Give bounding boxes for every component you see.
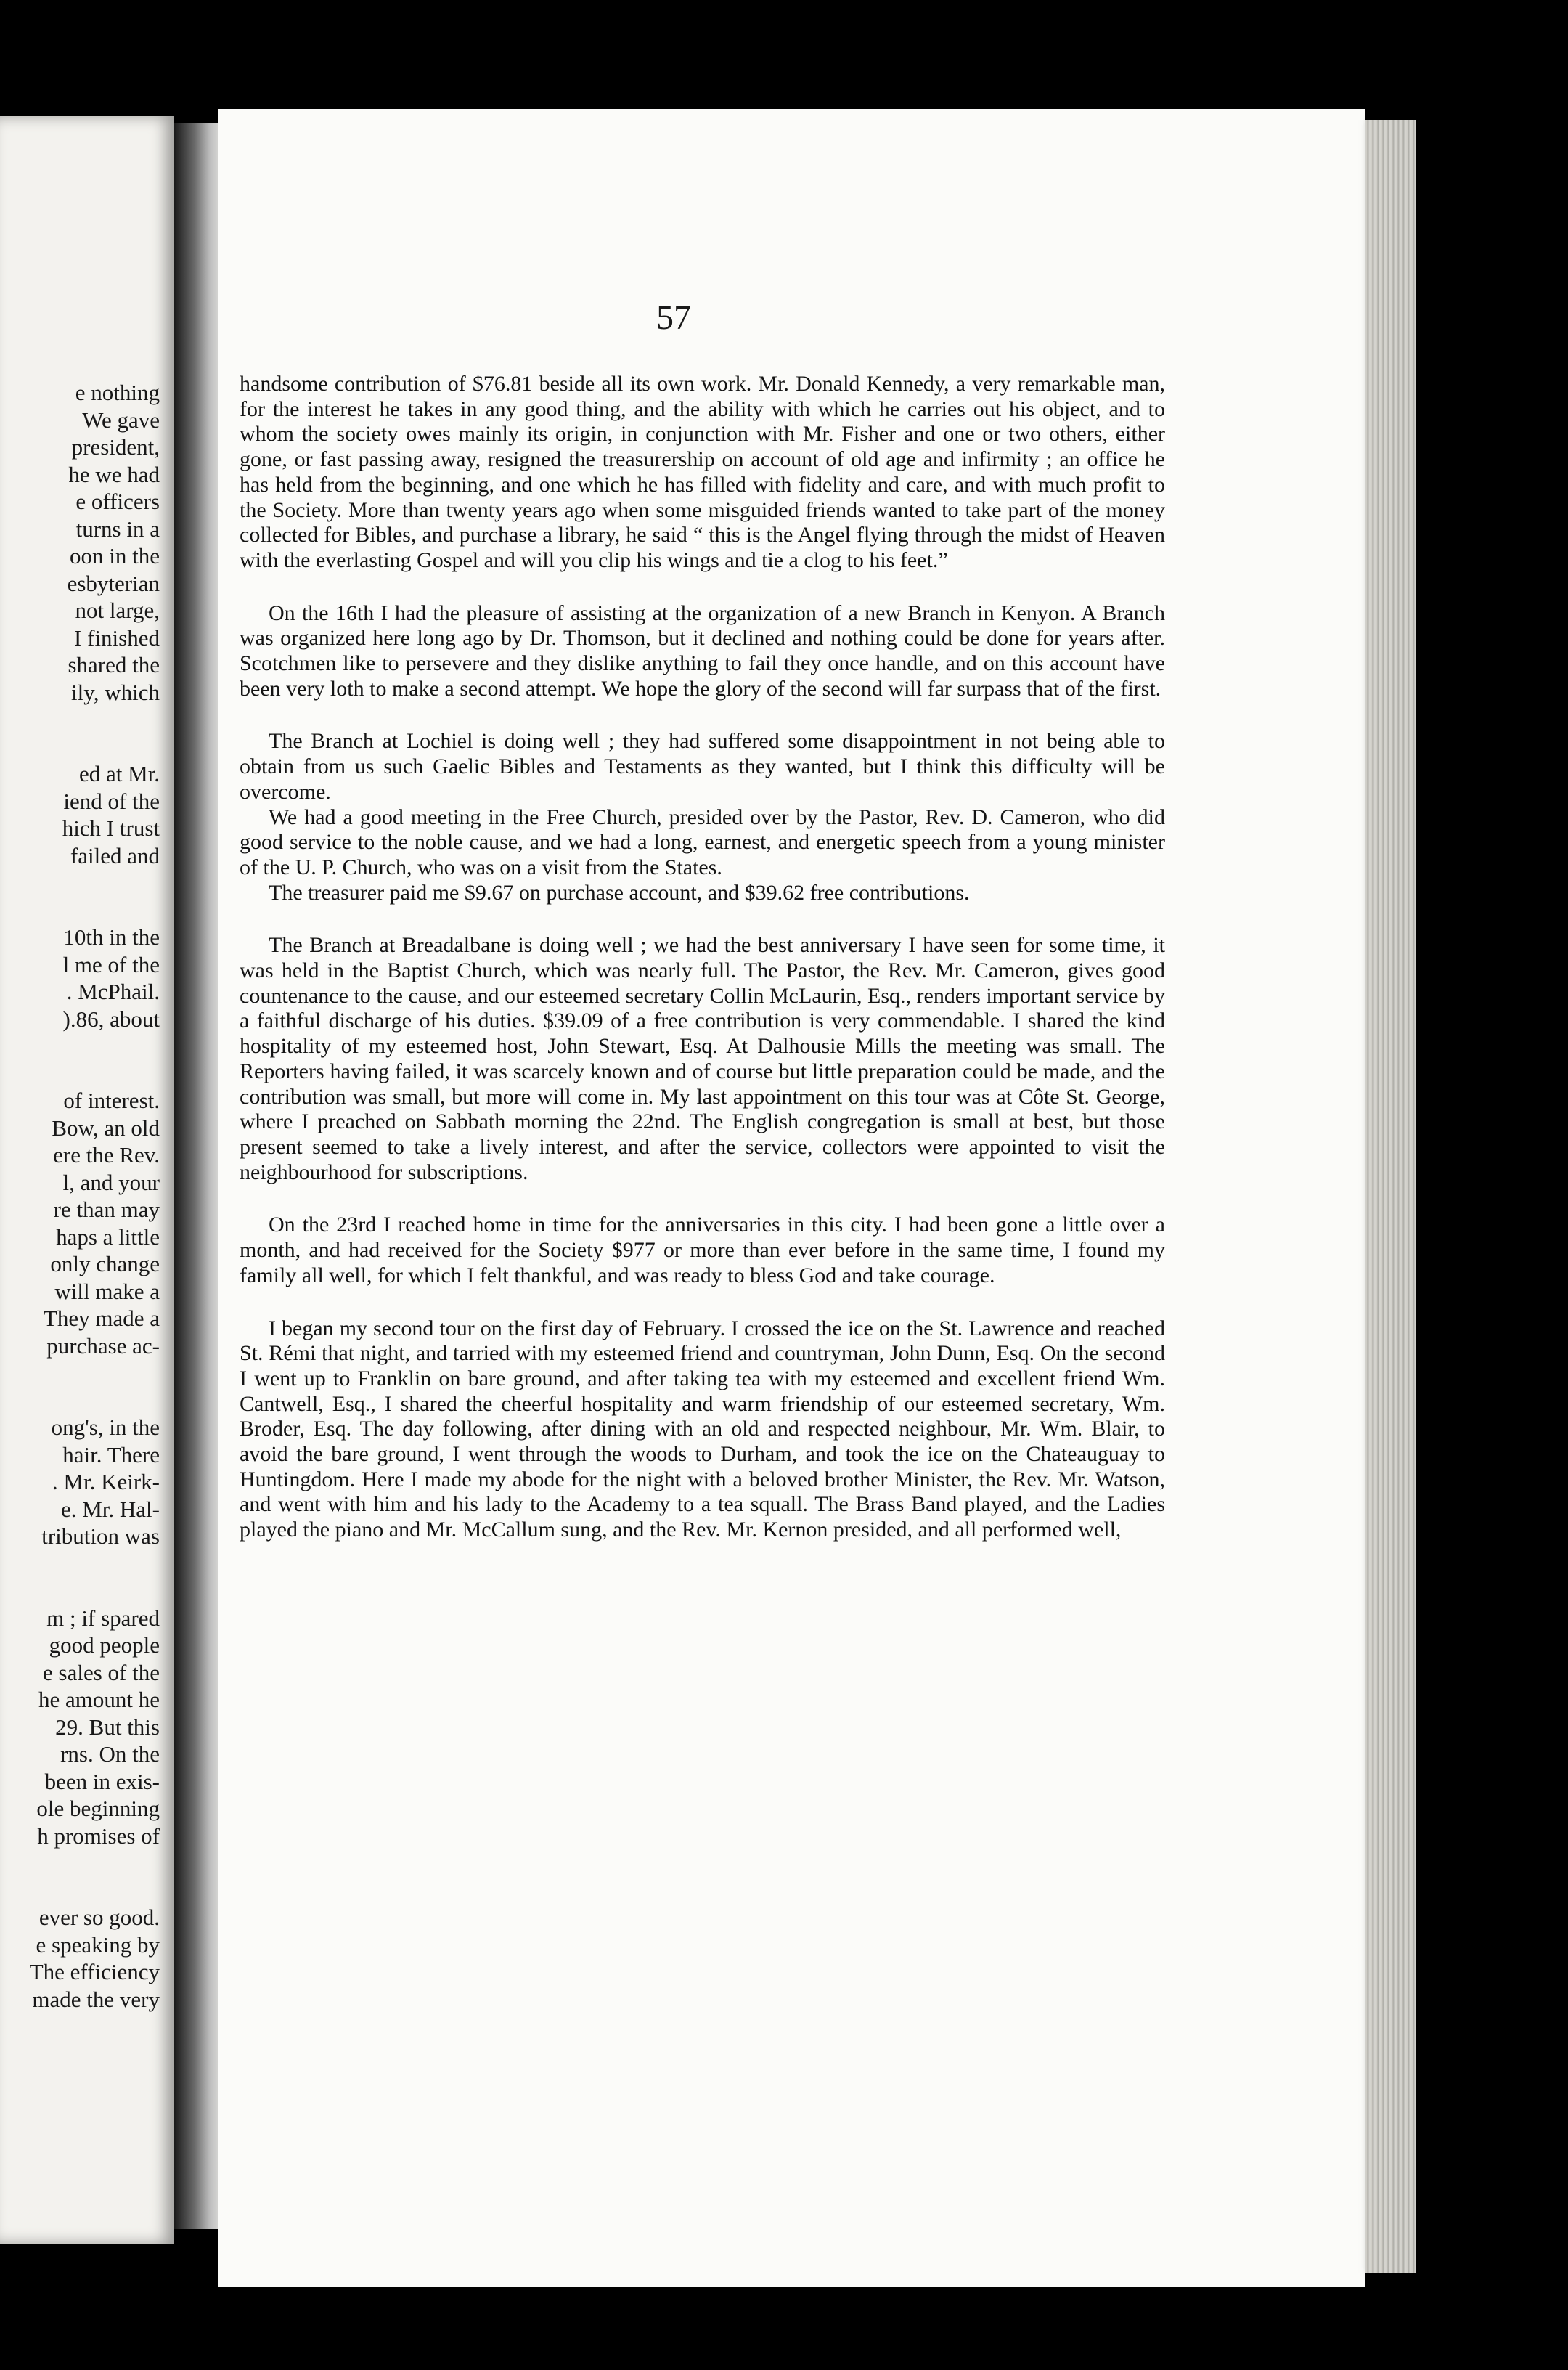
facing-page-line: e. Mr. Hal- [60,1496,160,1522]
page-body-text [240,372,1165,1571]
facing-page-line: ily, which [71,679,160,705]
facing-page-line: m ; if spared [46,1605,160,1631]
facing-page-line: of interest. [63,1088,160,1113]
facing-page-line: h promises of [37,1823,160,1849]
facing-page-line: We gave [82,407,160,433]
facing-page-line [0,1359,160,1387]
paragraph-text: The Branch at Breadalbane is doing well ; we had the best anniversary I have seen for some time, it was held in the Baptist Church, which was nearly full. The Pastor, the Rev. Mr. Cameron, gives good countenance to the cause, and our esteemed secretary Collin McLaurin, Esq., renders important service by a faithful discharge of his duties. $39.09 of a free contribution is very commendable. I shared the kind hospitality of my esteemed host, John Stewart, Esq. At Dalhousie Mills the meeting was small. The [240,933,1165,1059]
facing-page-line [0,869,160,897]
facing-page-line: made the very [32,1986,160,2012]
facing-page-line: . McPhail. [66,979,160,1004]
facing-page-line: l, and your [62,1169,160,1195]
facing-page-line [0,1849,160,1877]
facing-page-line: purchase ac- [46,1332,160,1359]
facing-page-line: I finished [74,624,160,651]
facing-page-line: shared the [68,652,160,677]
facing-page-line: . Mr. Keirk- [52,1469,160,1494]
facing-page-line [0,1060,160,1088]
facing-page-line: hair. There [62,1441,160,1467]
facing-page-line [0,1033,160,1060]
facing-page-line [0,1877,160,1905]
facing-page-line: only change [50,1251,160,1276]
page-stack-edge [1365,120,1416,2273]
page-number: 57 [656,298,691,337]
facing-page-line [0,733,160,761]
facing-page-line: he amount he [38,1687,160,1712]
facing-page-line: failed and [70,842,160,868]
facing-page-line: haps a little [56,1223,160,1250]
facing-page-line: esbyterian [67,570,160,596]
facing-page-line: l me of the [62,951,160,977]
facing-page-line: The efficiency [29,1959,160,1984]
facing-page-line: ed at Mr. [78,761,160,786]
facing-page-line: e sales of the [43,1659,160,1685]
paragraph: We had a good meeting in the Free Church, presided over by the Pastor, Rev. D. Cameron, who did good service to the noble cause, and we had a long, earnest, and energetic speech from a young minister of the U. P. Church, who was on a visit from the States. [240,805,1165,879]
paragraph-breadalbane [240,933,1165,1185]
facing-page-line: ever so good. [38,1905,160,1930]
facing-page-line: been in exis- [44,1768,160,1794]
facing-page-line: ole beginning [36,1796,160,1821]
paragraph: The Branch at Lochiel is doing well ; they had suffered some disappointment in not being able to obtain from us such Gaelic Bibles and Testaments as they wanted, but I think this difficulty will be overcome. [240,729,1165,804]
facing-page-line: ere the Rev. [53,1142,160,1168]
paragraph: On the 16th I had the pleasure of assisting at the organization of a new Branch in Kenyon. A Branch was organized here long ago by Dr. Thomson, but it declined and nothing could be done for years after. Scotchmen like to persevere and they dislike anything to fail they once handle, and on this account have been very loth to make a second attempt. We hope the glory of the second will far surpass that of the first. [240,600,1165,701]
facing-page-line: will make a [54,1278,160,1304]
facing-page-line: rns. On the [60,1741,160,1767]
facing-page-line: tribution was [41,1523,160,1549]
italic-word: Reporters [240,1059,324,1083]
facing-page-line [0,1387,160,1414]
facing-page-line [0,1577,160,1605]
paragraph: I began my second tour on the first day of February. I crossed the ice on the St. Lawrence and reached St. Rémi that night, and tarried with my esteemed friend and countryman, John Dunn, Esq. On the second I went up to Franklin on bare ground, and after taking tea with my esteemed and excellent friend Wm. Cantwell, Esq., I shared the cheerful hospitality and warm friendship of our esteemed secretary, Wm. Broder, Esq. The day following, after dining with an old and respected neighbour, Mr. Wm. Blair, to avoid the bare ground, I went through the woods to Durham, and took the ice on the Chateauguay to Huntingdom. Here I made my abode for the night with a beloved brother Minister, the Rev. Mr. Watson, and went with him and his lady to the Academy to a tea squall. The Brass Band played, and the Ladies played the piano and Mr. McCallum sung, and the Rev. Mr. Kernon presided, and all performed well, [240,1316,1165,1542]
facing-page-line: e officers [75,489,160,514]
facing-page-line: They made a [43,1306,160,1331]
facing-page-line: iend of the [63,788,160,814]
facing-page-line: 29. But this [55,1714,160,1740]
paragraph: On the 23rd I reached home in time for the anniversaries in this city. I had been gone a little over a month, and had received for the Society $977 or more than ever before in the same time, I found my family all well, for which I felt thankful, and was ready to bless God and take courage. [240,1213,1165,1287]
facing-page-line: hich I trust [62,815,160,841]
facing-page-line: good people [49,1632,160,1658]
facing-page-line: oon in the [70,543,160,569]
facing-page-line: turns in a [75,516,160,542]
facing-page-line: not large, [75,598,160,623]
facing-page-line: Bow, an old [52,1115,160,1141]
facing-page-left [0,116,174,2244]
facing-page-line: re than may [53,1197,160,1222]
facing-page-line: e speaking by [36,1931,160,1958]
facing-page-line [0,706,160,733]
facing-page-line [0,1550,160,1578]
facing-page-line: e nothing [75,380,160,405]
paragraph: handsome contribution of $76.81 beside all its own work. Mr. Donald Kennedy, a very remarkable man, for the interest he takes in any good thing, and the ability with which he carries out his object, and to whom the society owes mainly its origin, in conjunction with Mr. Fisher and one or two others, either gone, or fast passing away, resigned the treasurership on account of old age and infirmity ; an office he has held from the beginning, and one which he has filled with fidelity and care, and with much profit to the Society. More than twenty years ago when some misguided friends wanted to take part of the money collected for Bibles, and purchase a library, he said “ this is the Angel flying through the midst of Heaven with the everlasting Gospel and will you clip his wings and tie a clog to his feet.” [240,372,1165,572]
facing-page-line: 10th in the [63,924,160,950]
facing-page-text-fragments [0,116,160,2013]
facing-page-line: president, [71,434,160,460]
paragraph: The treasurer paid me $9.67 on purchase account, and $39.62 free contributions. [269,880,970,905]
facing-page-line: ong's, in the [51,1414,160,1440]
paragraph-text: having failed, it was scarcely known and of course but little preparation could be made, and the contribution was small, but more will come in. My last appointment on this tour was at Côte St. George, where I preached on Sabbath morning the 22nd. The English congregation is small at best, but those present seemed to take a lively interest, and after the service, collectors were appointed to visit the neighbourhood for subscriptions. [240,1059,1165,1184]
facing-page-line: he we had [68,461,160,487]
facing-page-line: ).86, about [62,1006,160,1032]
facing-page-line [0,897,160,924]
